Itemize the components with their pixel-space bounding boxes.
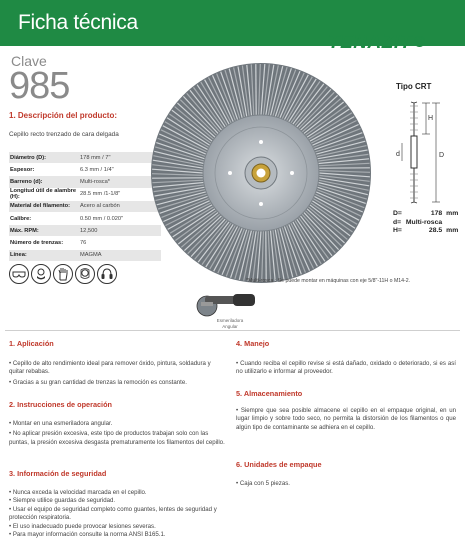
dimension-key: D= [393, 210, 402, 217]
section-title-seguridad: 3. Información de seguridad [9, 469, 107, 478]
spec-label: Espesor: [10, 166, 35, 173]
list-item: • Siempre utilice guardas de seguridad. [9, 497, 116, 505]
dimension-unit [444, 219, 460, 228]
spec-label: Calibre: [10, 215, 32, 222]
section-body-seguridad [9, 489, 227, 539]
tipo-label: Tipo CRT [396, 82, 432, 91]
spec-value: 6.3 mm / 1/4" [80, 166, 114, 173]
spec-label: Barreno (d): [10, 178, 43, 185]
section-title-aplicacion: 1. Aplicación [9, 339, 54, 348]
mask-icon [31, 264, 51, 284]
spec-label: Máx. RPM: [10, 227, 39, 234]
list-item: • Nunca exceda la velocidad marcada en el cepillo. [9, 489, 147, 496]
list-item: • No aplicar presión excesiva, este tipo de productos trabajan solo con las puntas, la presión excesiva desgasta prematuramente los filamentos del cepillo. [9, 430, 225, 446]
list-item: • Montar en una esmeriladora angular. [9, 420, 113, 427]
clave-label: Clave [11, 53, 47, 69]
spec-label: Longitud útil de alambre (H): [10, 188, 77, 201]
dimension-value: 178 [430, 210, 443, 217]
list-item: • Caja con 5 piezas. [236, 480, 290, 487]
registered-mark-icon: R [415, 36, 423, 46]
spec-value: 28.5 mm /1-1/8" [80, 191, 121, 198]
spec-label: Diámetro (D): [10, 154, 47, 161]
section-body-aplicacion [9, 360, 227, 389]
list-item: • El uso inadecuado puede provocar lesiones severas. [9, 522, 156, 530]
spec-value: MAGMA [80, 252, 102, 259]
list-item: • Cepillo de alto rendimiento ideal para remover óxido, pintura, soldadura y quitar rebabas. [9, 360, 211, 376]
spec-table [9, 152, 161, 262]
section-body-manejo [236, 360, 456, 379]
spec-row [9, 213, 161, 225]
diagram-d-small-label: d [396, 151, 400, 158]
dimension-key: H= [393, 227, 402, 235]
dimension-key: d= [393, 218, 402, 226]
list-item: • Cuando reciba el cepillo revise si está dañado, oxidado o deteriorado, si es así no utilizarlo e informar al proveedor. [236, 360, 456, 376]
description-text: Cepillo recto trenzado de cara delgada [9, 131, 119, 138]
dimension-unit: mm [446, 227, 459, 235]
dimension-unit: mm [446, 210, 459, 217]
spec-value: 178 mm / 7" [80, 154, 111, 161]
multirosca-note: *Multi-rosca : Se puede montar en máquinas con eje 5/8"-11H o M14-2. [246, 278, 411, 284]
ear-protection-icon [97, 264, 117, 284]
tool-caption-line: Esmeriladora [216, 318, 244, 323]
spec-row [9, 176, 161, 188]
spec-value: 0.50 mm / 0.020" [80, 215, 124, 222]
brand-logo [328, 32, 425, 54]
dimension-row [391, 210, 460, 219]
spec-value: Multi-rosca* [80, 178, 111, 185]
diagram-d-large-label: D [439, 152, 445, 159]
spec-row [9, 152, 161, 164]
spec-row [9, 250, 161, 262]
dimension-diagram [396, 98, 456, 206]
tool-caption [200, 318, 260, 329]
section-divider [5, 330, 460, 331]
spec-row [9, 237, 161, 249]
brand-name: TENAZIT [328, 32, 412, 53]
section-title-empaque: 6. Unidades de empaque [236, 460, 322, 469]
section-title-almacenamiento: 5. Almacenamiento [236, 389, 303, 398]
spec-value: 76 [80, 239, 87, 246]
spec-value: Acero al carbón [80, 203, 120, 210]
tool-caption-line: Angular [222, 323, 238, 329]
spec-label: Línea: [10, 252, 27, 259]
spec-row [9, 164, 161, 176]
gloves-icon [53, 264, 73, 284]
wire-wheel-image [148, 60, 374, 286]
dimension-values [391, 210, 460, 236]
clave-number: 985 [9, 65, 70, 107]
list-item: • Para mayor información consulte la norma ANSI B165.1. [9, 531, 166, 539]
face-shield-icon [75, 264, 95, 284]
section-title-manejo: 4. Manejo [236, 339, 270, 348]
diagram-h-label: H [428, 115, 434, 122]
description-title: 1. Descripción del producto: [9, 111, 118, 120]
dimension-row [391, 219, 460, 228]
section-body-instrucciones [9, 420, 227, 449]
dimension-value: 28.5 [428, 227, 443, 235]
list-item: • Gracias a su gran cantidad de trenzas la remoción es constante. [9, 378, 187, 386]
list-item: • Siempre que sea posible almacene el cepillo en el empaque original, en un lugar limpio y sobre todo seco, no permita la distorsión de los filamentos o que algún tipo de contaminante se adhiera en el cepillo. [236, 407, 456, 431]
spec-value: 12,500 [80, 227, 98, 234]
spec-label: Material del filamento: [10, 203, 71, 210]
section-title-instrucciones: 2. Instrucciones de operación [9, 400, 112, 409]
angle-grinder-icon [193, 290, 263, 318]
page-title: Ficha técnica [18, 11, 138, 34]
dimension-row [391, 227, 460, 236]
section-body-almacenamiento [236, 407, 456, 434]
spec-label: Número de trenzas: [10, 239, 64, 246]
safety-icons [9, 264, 117, 286]
dimension-value: Multi-rosca [405, 218, 443, 226]
spec-row [9, 189, 161, 201]
spec-row [9, 201, 161, 213]
section-body-empaque [236, 480, 456, 490]
list-item: • Usar el equipo de seguridad completo como guantes, lentes de seguridad y protección respiratoria. [9, 505, 217, 522]
spec-row [9, 225, 161, 237]
goggles-icon [9, 264, 29, 284]
